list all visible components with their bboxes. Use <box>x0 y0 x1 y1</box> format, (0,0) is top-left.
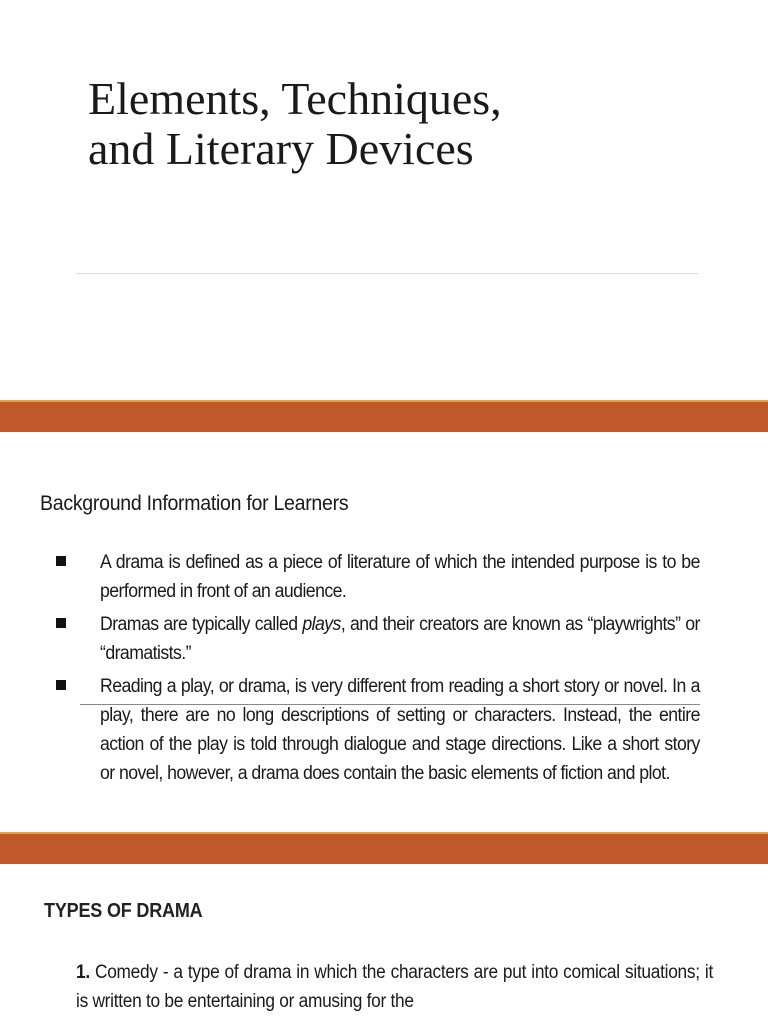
text-underline <box>80 704 700 705</box>
slide-heading: TYPES OF DRAMA <box>44 900 203 922</box>
bullet-text: A drama is defined as a piece of literature of which the intended purpose is to be performed in front of an audience. <box>100 552 700 602</box>
list-item-text: Comedy - a type of drama in which the characters are put into comical situations; it is written to be entertaining or amusing for the <box>76 962 713 1012</box>
slide-heading: Background Information for Learners <box>40 492 349 515</box>
title-slide <box>0 0 768 400</box>
title-divider <box>76 273 698 274</box>
square-bullet-icon <box>56 618 66 628</box>
square-bullet-icon <box>56 556 66 566</box>
list-item <box>76 958 713 1016</box>
bullet-text: Dramas are typically called plays, and their creators are known as “playwrights” or “dramatists.” <box>100 614 700 664</box>
list-number: 1. <box>76 962 90 983</box>
bullet-item <box>56 548 701 606</box>
slide-title <box>88 74 708 174</box>
background-info-slide <box>0 432 768 832</box>
types-of-drama-slide <box>0 864 768 1024</box>
emphasis-text: plays <box>302 614 341 635</box>
slide-title-line-1: Elements, Techniques, <box>88 73 502 124</box>
bullet-item <box>56 610 701 668</box>
slide-separator-band <box>0 402 768 432</box>
bullet-item <box>56 672 701 788</box>
square-bullet-icon <box>56 680 66 690</box>
bullet-text: Reading a play, or drama, is very different from reading a short story or novel. In a play, there are no long descriptions of setting or characters. Instead, the entire action of the play is told through dialogue and stage directions. Like a short story or novel, however, a drama does contain the basic elements of fiction and plot. <box>100 676 700 784</box>
slide-title-line-2: and Literary Devices <box>88 123 474 174</box>
slide-separator-band <box>0 834 768 864</box>
bullet-list <box>56 548 701 792</box>
